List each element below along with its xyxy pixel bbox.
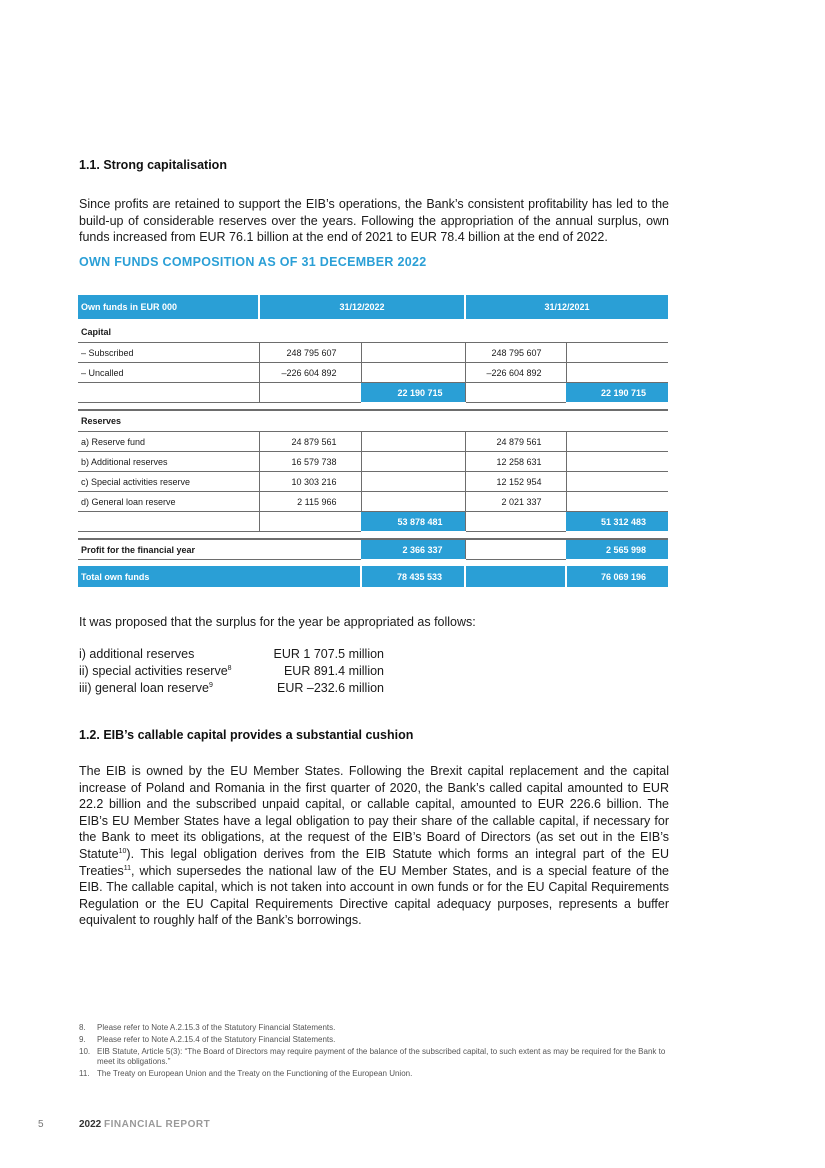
value-2021: –226 604 892 xyxy=(465,363,566,383)
footnotes xyxy=(79,1023,671,1080)
capital-total-2021: 22 190 715 xyxy=(566,383,668,403)
value-2021: 248 795 607 xyxy=(465,343,566,363)
footnote-ref: 8 xyxy=(227,664,232,672)
total-2022: 78 435 533 xyxy=(361,566,465,587)
footnote-ref: 10 xyxy=(118,847,127,855)
footnote-ref: 9 xyxy=(208,681,213,689)
value-2022: 24 879 561 xyxy=(259,432,361,452)
capital-section-row xyxy=(78,321,668,343)
table-row xyxy=(78,452,668,472)
list-item xyxy=(79,663,399,680)
capital-label: Capital xyxy=(78,321,668,343)
page-footer xyxy=(38,1119,211,1130)
header-2021: 31/12/2021 xyxy=(465,295,668,321)
profit-label: Profit for the financial year xyxy=(78,539,361,560)
reserves-total-row xyxy=(78,512,668,532)
item-label: iii) general loan reserve$^9$ xyxy=(79,680,213,695)
row-label: b) Additional reserves xyxy=(78,452,259,472)
row-label: – Subscribed xyxy=(78,343,259,363)
table-row xyxy=(78,363,668,383)
section-1-1-paragraph: Since profits are retained to support the EIB’s operations, the Bank’s consistent profitability has led to the build-up of considerable reserves over the years. Following the appropriation of the annual surplus, own funds increased from EUR 76.1 billion at the end of 2021 to EUR 78.4 billion at the end of 2022. xyxy=(79,197,669,245)
reserves-total-2022: 53 878 481 xyxy=(361,512,465,532)
item-amount: EUR 891.4 million xyxy=(283,663,384,678)
row-label: d) General loan reserve xyxy=(78,492,259,512)
item-amount: EUR –232.6 million xyxy=(277,680,384,695)
table-header-row xyxy=(78,295,668,321)
page-number: 5 xyxy=(38,1119,44,1130)
value-2021: 2 021 337 xyxy=(465,492,566,512)
table-row xyxy=(78,492,668,512)
value-2022: –226 604 892 xyxy=(259,363,361,383)
reserves-section-row xyxy=(78,410,668,432)
reserves-total-2021: 51 312 483 xyxy=(566,512,668,532)
value-2022: 248 795 607 xyxy=(259,343,361,363)
capital-total-2022: 22 190 715 xyxy=(361,383,465,403)
total-2021: 76 069 196 xyxy=(566,566,668,587)
footnote: 9. Please refer to Note A.2.15.4 of the Statutory Financial Statements. xyxy=(79,1034,336,1044)
row-label: – Uncalled xyxy=(78,363,259,383)
total-label: Total own funds xyxy=(78,566,361,587)
table-title: OWN FUNDS COMPOSITION AS OF 31 DECEMBER 2022 xyxy=(79,255,427,269)
value-2021: 12 152 954 xyxy=(465,472,566,492)
profit-2021: 2 565 998 xyxy=(566,539,668,560)
own-funds-table xyxy=(78,295,668,587)
row-label: a) Reserve fund xyxy=(78,432,259,452)
profit-row xyxy=(78,539,668,560)
capital-total-row xyxy=(78,383,668,403)
list-item xyxy=(79,680,399,697)
footnote: 8. Please refer to Note A.2.15.3 of the Statutory Financial Statements. xyxy=(79,1023,336,1032)
total-row xyxy=(78,566,668,587)
section-heading-1-2: 1.2. EIB’s callable capital provides a substantial cushion xyxy=(79,728,414,742)
footnote: 10. EIB Statute, Article 5(3): “The Board of Directors may require payment of the balance of the subscribed capital, to such extent as may be required for the Bank to meet its obligations.” xyxy=(79,1046,666,1066)
section-heading-1-1: 1.1. Strong capitalisation xyxy=(79,158,227,172)
item-label: i) additional reserves xyxy=(79,647,195,661)
header-own-funds: Own funds in EUR 000 xyxy=(78,295,259,321)
footnote: 11. The Treaty on European Union and the Treaty on the Functioning of the European Union. xyxy=(79,1068,413,1078)
item-amount: EUR 1 707.5 million xyxy=(273,647,384,661)
section-1-2-paragraph: The EIB is owned by the EU Member States. Following the Brexit capital replacement and the capital increase of Poland and Romania in the first quarter of 2020, the Bank’s called capital amounted to EUR 22.2 billion and the subscribed unpaid capital, or callable capital, amounted to EUR 226.6 billion. The EIB’s EU Member States have a legal obligation to pay their share of the callable capital, if necessary for the Bank to meet its obligations, at the request of the EIB’s Board of Directors (as set out in the EIB’s Statute$^{10}$). This legal obligation derives from the EIB Statute which forms an integral part of the EU Treaties$^{11}$, which supersedes the national law of the EU Member States, and is a special feature of the EIB. The callable capital, which is not taken into account in own funds or for the EU Capital Requirements Regulation or the EU Capital Requirements Directive capital adequacy purposes, represents a buffer equivalent to roughly half of the Bank’s borrowings. xyxy=(79,764,669,928)
value-2021: 24 879 561 xyxy=(465,432,566,452)
table-row xyxy=(78,343,668,363)
appropriation-intro: It was proposed that the surplus for the year be appropriated as follows: xyxy=(79,615,476,629)
table-row xyxy=(78,472,668,492)
report-title: 2022 FINANCIAL REPORT xyxy=(79,1119,211,1130)
row-label: c) Special activities reserve xyxy=(78,472,259,492)
appropriation-list xyxy=(79,646,399,696)
reserves-label: Reserves xyxy=(78,410,668,432)
profit-2022: 2 366 337 xyxy=(361,539,465,560)
value-2022: 2 115 966 xyxy=(259,492,361,512)
value-2021: 12 258 631 xyxy=(465,452,566,472)
list-item xyxy=(79,646,399,663)
table-row xyxy=(78,432,668,452)
value-2022: 10 303 216 xyxy=(259,472,361,492)
footnote-ref: 11 xyxy=(123,864,131,872)
item-label: ii) special activities reserve$^8$ xyxy=(79,663,232,678)
value-2022: 16 579 738 xyxy=(259,452,361,472)
header-2022: 31/12/2022 xyxy=(259,295,465,321)
